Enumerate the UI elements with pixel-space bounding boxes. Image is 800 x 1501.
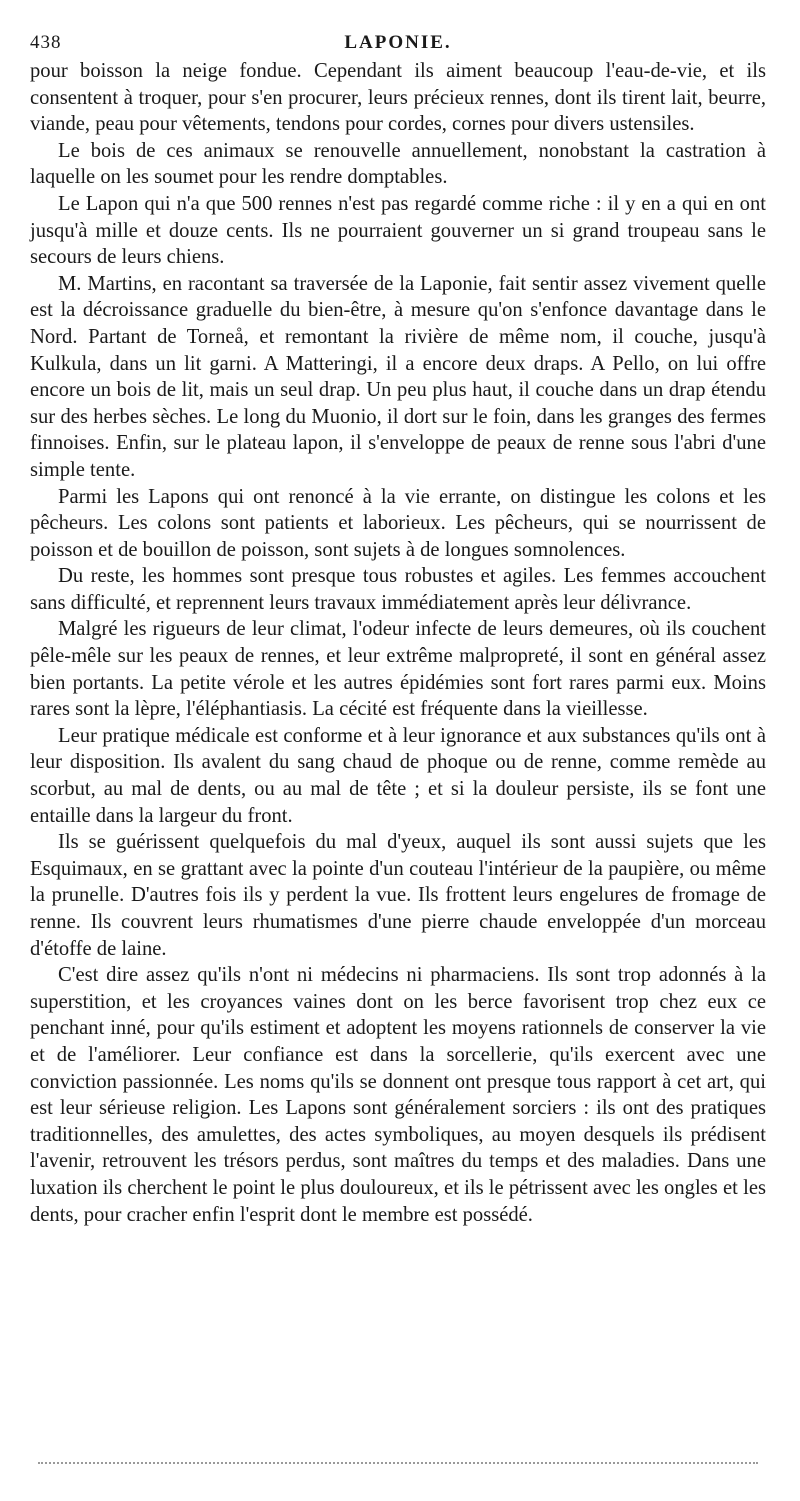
paragraph: Du reste, les hommes sont presque tous robustes et agiles. Les femmes accouchent sans difficulté, et reprennent leurs travaux immédiatement après leur délivrance.	[30, 565, 766, 614]
book-page	[30, 28, 766, 1228]
paragraph: Parmi les Lapons qui ont renoncé à la vie errante, on distingue les colons et les pêcheurs. Les colons sont patients et laborieux. Les pêcheurs, qui se nourrissent de poisson et de bouillon de poisson, sont sujets à de longues somnolences.	[30, 485, 766, 561]
paragraph: C'est dire assez qu'ils n'ont ni médecins ni pharmaciens. Ils sont trop adonnés à la superstition, et les croyances vaines dont on les berce favorisent trop chez eux ce penchant inné, pour qu'ils estiment et adoptent les moyens rationnels de conserver la vie et de l'améliorer. Leur confiance est dans la sorcellerie, qu'ils exercent avec une conviction passionnée. Les noms qu'ils se donnent ont presque tous rapport à cet art, qui est leur sérieuse religion. Les Lapons sont généralement sorciers : ils ont des pratiques traditionnelles, des amulettes, des actes symboliques, au moyen desquels ils prédisent l'avenir, retrouvent les trésors perdus, sont maîtres du temps et des maladies. Dans une luxation ils cherchent le point le plus douloureux, et ils le pétrissent avec les ongles et les dents, pour cracher enfin l'esprit dont le membre est possédé.	[30, 964, 766, 1226]
bottom-rule	[38, 1462, 758, 1464]
paragraph: Le bois de ces animaux se renouvelle annuellement, nonobstant la castration à laquelle on les soumet pour les rendre domptables.	[30, 139, 766, 189]
paragraph: Ils se guérissent quelquefois du mal d'yeux, auquel ils sont aussi sujets que les Esquimaux, en se grattant avec la pointe d'un couteau l'intérieur de la paupière, ou même la prunelle. D'autres fois ils y perdent la vue. Ils frottent leurs engelures de fromage de renne. Ils couvrent leurs rhumatismes d'une pierre chaude enveloppée d'un morceau d'étoffe de laine.	[30, 831, 766, 960]
paragraph: Malgré les rigueurs de leur climat, l'odeur infecte de leurs demeures, où ils couchent pêle-mêle sur les peaux de rennes, et leur extrême malpropreté, il sont en général assez bien portants. La petite vérole et les autres épidémies sont fort rares parmi eux. Moins rares sont la lèpre, l'éléphantiasis. La cécité est fréquente dans la vieillesse.	[30, 618, 766, 721]
running-title: LAPONIE.	[344, 32, 452, 53]
paragraph: M. Martins, en racontant sa traversée de la Laponie, fait sentir assez vivement quelle est la décroissance graduelle du bien-être, à mesure qu'on s'enfonce davantage dans le Nord. Partant de Torneå, et remontant la rivière de même nom, il couche, jusqu'à Kulkula, dans un lit garni. A Matteringi, il a encore deux draps. A Pello, on lui offre encore un bois de lit, mais un seul drap. Un peu plus haut, il couche dans un drap étendu sur des herbes sèches. Le long du Muonio, il dort sur le foin, dans les granges des fermes finnoises. Enfin, sur le plateau lapon, il s'enveloppe de peaux de renne sous l'abri d'une simple tente.	[30, 272, 766, 481]
paragraph: Leur pratique médicale est conforme et à leur ignorance et aux substances qu'ils ont à leur disposition. Ils avalent du sang chaud de phoque ou de renne, comme remède au scorbut, au mal de dents, ou au mal de tête ; et si la douleur persiste, ils se font une entaille dans la largeur du front.	[30, 724, 766, 827]
paragraph: Le Lapon qui n'a que 500 rennes n'est pas regardé comme riche : il y en a qui en ont jusqu'à mille et douze cents. Ils ne pourraient gouverner un si grand troupeau sans le secours de leurs chiens.	[30, 192, 766, 269]
page-number: 438	[30, 32, 62, 53]
paragraph: pour boisson la neige fondue. Cependant ils aiment beaucoup l'eau-de-vie, et ils consentent à troquer, pour s'en procurer, leurs précieux rennes, dont ils tirent lait, beurre, viande, peau pour vêtements, tendons pour cordes, cornes pour divers ustensiles.	[30, 60, 766, 136]
body-text	[30, 58, 766, 1228]
running-head	[30, 28, 766, 58]
